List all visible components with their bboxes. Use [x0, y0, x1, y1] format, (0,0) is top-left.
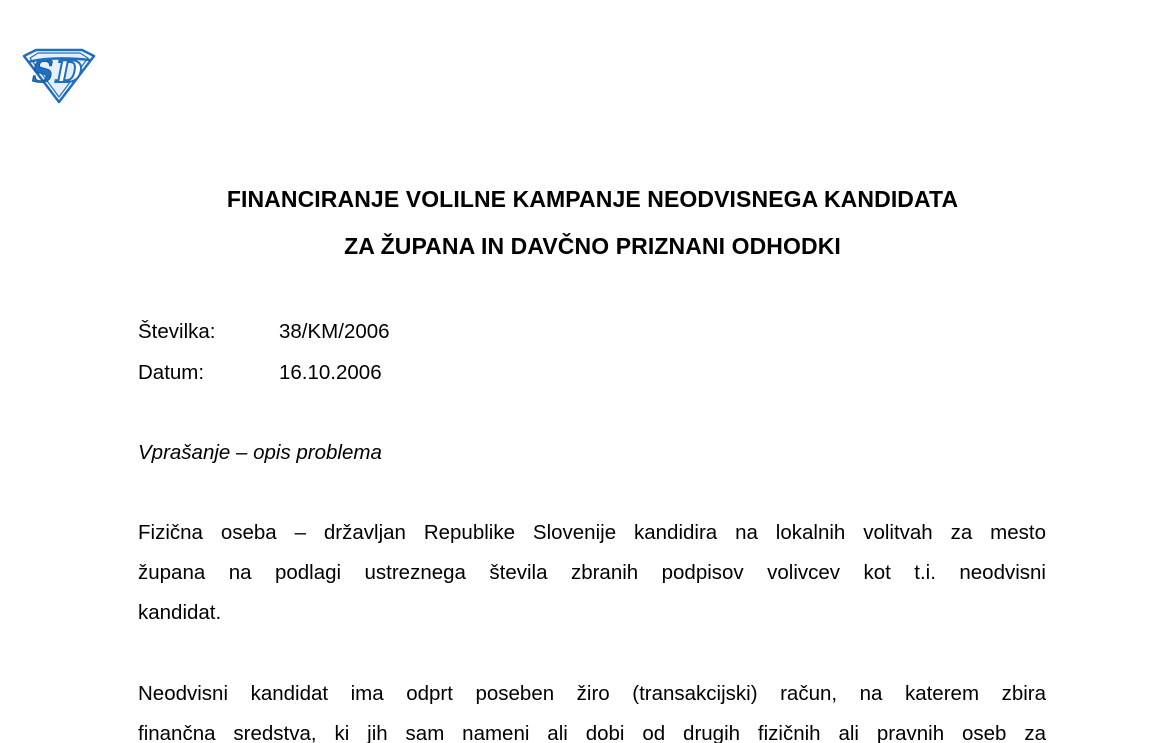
paragraph-line: Neodvisni kandidat ima odprt poseben žiro (transakcijski) račun, na katerem zbira [138, 682, 1046, 705]
paragraph-2 [138, 674, 1046, 743]
document-title-line-2: ZA ŽUPANA IN DAVČNO PRIZNANI ODHODKI [344, 233, 841, 259]
document-number-row [138, 320, 390, 344]
paragraph-line: župana na podlagi ustreznega števila zbranih podpisov volivcev kot t.i. neodvisni [138, 561, 1046, 584]
paragraph-1 [138, 513, 1046, 633]
document-date-label: Datum: [138, 361, 205, 384]
paragraph-line: kandidat. [138, 601, 222, 624]
svg-text:S: S [32, 55, 54, 90]
document-number-label: Številka: [138, 320, 216, 343]
document-title-line-1: FINANCIRANJE VOLILNE KAMPANJE NEODVISNEGA KANDIDATA [226, 186, 959, 212]
section-heading: Vprašanje – opis problema [138, 441, 382, 464]
sd-shield-logo-icon [22, 48, 96, 104]
svg-text:D: D [56, 55, 83, 90]
document-date-value: 16.10.2006 [279, 361, 382, 384]
document-date-row [138, 361, 382, 385]
paragraph-line: finančna sredstva, ki jih sam nameni ali dobi od drugih fizičnih ali pravnih oseb za [138, 722, 1046, 743]
document-number-value: 38/KM/2006 [279, 320, 390, 343]
paragraph-line: Fizična oseba – državljan Republike Slovenije kandidira na lokalnih volitvah za mesto [138, 521, 1046, 544]
